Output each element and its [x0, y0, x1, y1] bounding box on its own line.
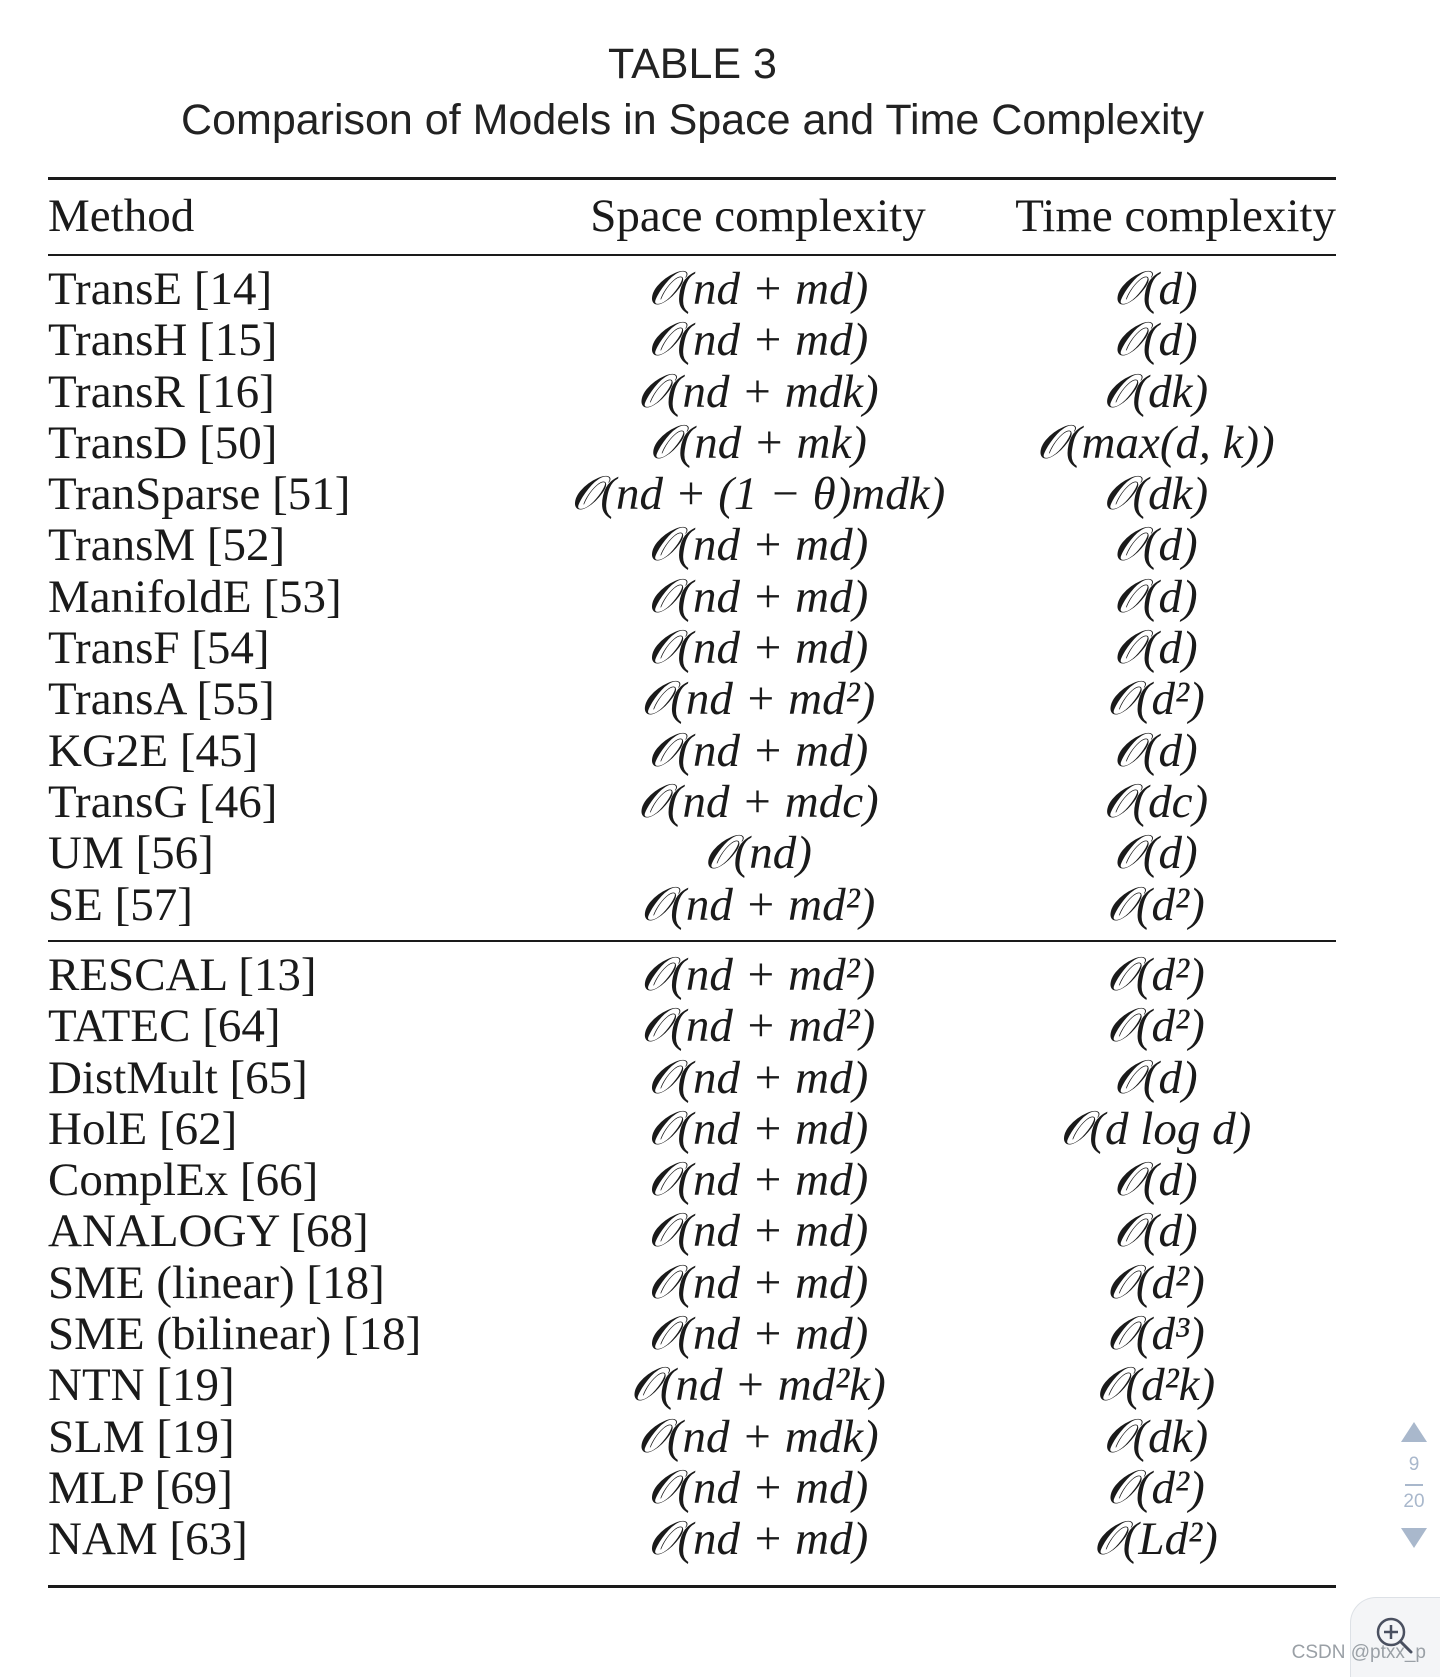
table-row — [48, 1258, 1336, 1309]
space-complexity-cell: 𝒪(nd + mdk) — [637, 365, 879, 418]
table-row — [48, 880, 1336, 931]
space-complexity-cell: 𝒪(nd + md²) — [640, 878, 876, 931]
method-cell: DistMult [65] — [48, 1051, 308, 1104]
time-complexity-cell: 𝒪(d) — [1113, 622, 1198, 675]
table-row — [48, 674, 1336, 725]
time-complexity-cell: 𝒪(d) — [1113, 519, 1198, 572]
time-complexity-cell: 𝒪(d²) — [1106, 673, 1205, 726]
table-row — [48, 1155, 1336, 1206]
table-row — [48, 1360, 1336, 1411]
method-cell: NTN [19] — [48, 1359, 235, 1412]
method-cell: TransH [15] — [48, 314, 278, 367]
table-label: TABLE 3 — [608, 40, 777, 88]
method-cell: SME (linear) [18] — [48, 1256, 385, 1309]
space-complexity-cell: 𝒪(nd + md) — [647, 519, 869, 572]
table-row — [48, 1309, 1336, 1360]
space-complexity-cell: 𝒪(nd + md²) — [640, 949, 876, 1001]
space-complexity-cell: 𝒪(nd) — [704, 827, 812, 880]
space-complexity-cell: 𝒪(nd + mdc) — [637, 775, 879, 828]
table-title: Comparison of Models in Space and Time Complexity — [181, 96, 1204, 144]
space-complexity-cell: 𝒪(nd + md) — [647, 1051, 869, 1104]
method-cell: RESCAL [13] — [48, 949, 317, 1001]
space-complexity-cell: 𝒪(nd + md) — [647, 1308, 869, 1361]
space-complexity-cell: 𝒪(nd + md) — [647, 263, 869, 315]
time-complexity-cell: 𝒪(dk) — [1102, 1410, 1209, 1463]
space-complexity-cell: 𝒪(nd + md) — [647, 1205, 869, 1258]
time-complexity-cell: 𝒪(d²) — [1106, 1000, 1205, 1053]
table-row — [48, 1514, 1336, 1565]
time-complexity-cell: 𝒪(d²) — [1106, 1256, 1205, 1309]
time-complexity-cell: 𝒪(d) — [1113, 1154, 1198, 1207]
method-cell: NAM [63] — [48, 1513, 248, 1566]
page-separator — [1405, 1484, 1423, 1486]
table-row — [48, 1463, 1336, 1514]
time-complexity-cell: 𝒪(d²) — [1106, 1461, 1205, 1514]
time-complexity-cell: 𝒪(d²) — [1106, 949, 1205, 1001]
space-complexity-cell: 𝒪(nd + md) — [647, 570, 869, 623]
time-complexity-cell: 𝒪(d³) — [1106, 1308, 1205, 1361]
column-header-time: Time complexity — [1015, 190, 1336, 242]
current-page: 9 — [1408, 1454, 1420, 1475]
space-complexity-cell: 𝒪(nd + md²) — [640, 1000, 876, 1053]
method-cell: TransA [55] — [48, 673, 275, 726]
table-row — [48, 828, 1336, 879]
table-row — [48, 1206, 1336, 1257]
watermark: CSDN @ptxx_p — [1291, 1642, 1426, 1663]
space-complexity-cell: 𝒪(nd + md) — [647, 314, 869, 367]
table-row — [48, 469, 1336, 520]
table-row — [48, 315, 1336, 366]
method-cell: UM [56] — [48, 827, 214, 880]
space-complexity-cell: 𝒪(nd + md²) — [640, 673, 876, 726]
time-complexity-cell: 𝒪(dc) — [1102, 775, 1209, 828]
table-row — [48, 572, 1336, 623]
semantic-matching-models-group — [48, 950, 1336, 1566]
space-complexity-cell: 𝒪(nd + md) — [647, 1256, 869, 1309]
page-down-icon[interactable] — [1401, 1528, 1427, 1548]
time-complexity-cell: 𝒪(d) — [1113, 1051, 1198, 1104]
table-row — [48, 418, 1336, 469]
time-complexity-cell: 𝒪(Ld²) — [1093, 1513, 1218, 1566]
method-cell: TranSparse [51] — [48, 468, 351, 521]
method-cell: HolE [62] — [48, 1102, 238, 1155]
method-cell: TransD [50] — [48, 416, 278, 469]
time-complexity-cell: 𝒪(d) — [1113, 827, 1198, 880]
space-complexity-cell: 𝒪(nd + md) — [647, 1154, 869, 1207]
time-complexity-cell: 𝒪(d²) — [1106, 878, 1205, 931]
space-complexity-cell: 𝒪(nd + md) — [647, 1461, 869, 1514]
method-cell: TransR [16] — [48, 365, 275, 418]
method-cell: ANALOGY [68] — [48, 1205, 369, 1258]
table-row — [48, 1001, 1336, 1052]
group-separator-rule — [48, 940, 1336, 942]
time-complexity-cell: 𝒪(max(d, k)) — [1036, 416, 1275, 469]
time-complexity-cell: 𝒪(d) — [1113, 263, 1198, 315]
table-row — [48, 1412, 1336, 1463]
table-row — [48, 264, 1336, 315]
method-cell: KG2E [45] — [48, 724, 259, 777]
time-complexity-cell: 𝒪(d log d) — [1059, 1102, 1252, 1155]
method-cell: TransG [46] — [48, 775, 278, 828]
method-cell: TATEC [64] — [48, 1000, 281, 1053]
method-cell: SE [57] — [48, 878, 193, 931]
table-header — [48, 186, 1336, 246]
space-complexity-cell: 𝒪(nd + mdk) — [637, 1410, 879, 1463]
translational-models-group — [48, 264, 1336, 931]
time-complexity-cell: 𝒪(d) — [1113, 724, 1198, 777]
header-rule — [48, 254, 1336, 256]
space-complexity-cell: 𝒪(nd + mk) — [649, 416, 867, 469]
top-rule — [48, 177, 1336, 180]
time-complexity-cell: 𝒪(dk) — [1102, 365, 1209, 418]
method-cell: SME (bilinear) [18] — [48, 1308, 422, 1361]
time-complexity-cell: 𝒪(d²k) — [1095, 1359, 1216, 1412]
space-complexity-cell: 𝒪(nd + md) — [647, 724, 869, 777]
space-complexity-cell: 𝒪(nd + md) — [647, 622, 869, 675]
column-header-method: Method — [48, 190, 195, 242]
table-row — [48, 777, 1336, 828]
table-row — [48, 950, 1336, 1001]
table-row — [48, 726, 1336, 777]
table-row — [48, 1053, 1336, 1104]
space-complexity-cell: 𝒪(nd + md) — [647, 1513, 869, 1566]
page-up-icon[interactable] — [1401, 1422, 1427, 1442]
space-complexity-cell: 𝒪(nd + md) — [647, 1102, 869, 1155]
table-row — [48, 623, 1336, 674]
method-cell: MLP [69] — [48, 1461, 233, 1514]
method-cell: ManifoldE [53] — [48, 570, 342, 623]
table-row — [48, 1104, 1336, 1155]
method-cell: SLM [19] — [48, 1410, 235, 1463]
page-navigator — [1396, 1422, 1432, 1552]
zoom-in-button[interactable] — [1350, 1597, 1440, 1677]
table-row — [48, 367, 1336, 418]
column-header-space: Space complexity — [590, 190, 926, 242]
total-pages: 20 — [1403, 1491, 1425, 1512]
time-complexity-cell: 𝒪(d) — [1113, 1205, 1198, 1258]
method-cell: ComplEx [66] — [48, 1154, 319, 1207]
method-cell: TransM [52] — [48, 519, 286, 572]
time-complexity-cell: 𝒪(d) — [1113, 570, 1198, 623]
method-cell: TransF [54] — [48, 622, 270, 675]
table-row — [48, 520, 1336, 571]
time-complexity-cell: 𝒪(d) — [1113, 314, 1198, 367]
space-complexity-cell: 𝒪(nd + (1 − θ)mdk) — [570, 468, 946, 521]
time-complexity-cell: 𝒪(dk) — [1102, 468, 1209, 521]
bottom-rule — [48, 1585, 1336, 1588]
method-cell: TransE [14] — [48, 263, 273, 315]
table-caption — [0, 36, 1385, 148]
space-complexity-cell: 𝒪(nd + md²k) — [630, 1359, 886, 1412]
